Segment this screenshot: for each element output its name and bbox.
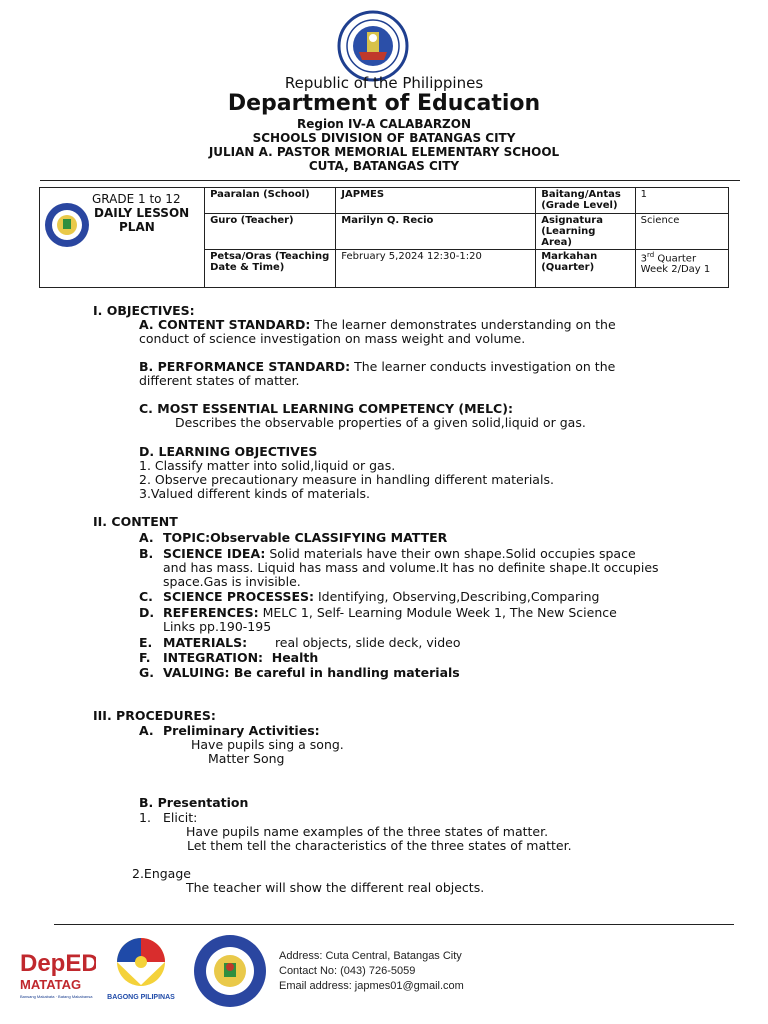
content-letter-a: A. bbox=[139, 530, 154, 545]
learning-objective-1: 1. Classify matter into solid,liquid or gas. bbox=[139, 458, 396, 473]
content-letter-g: G. bbox=[139, 665, 155, 680]
footer-contact: Contact No: (043) 726-5059 bbox=[279, 965, 416, 977]
date-time-label: Petsa/Oras (Teaching Date & Time) bbox=[205, 250, 336, 288]
dlp-title-line2: DAILY LESSON bbox=[94, 206, 190, 220]
footer-email: Email address: japmes01@gmail.com bbox=[279, 980, 464, 992]
performance-standard-cont: different states of matter. bbox=[139, 373, 300, 388]
procedure-letter-a: A. bbox=[139, 723, 154, 738]
quarter-value: 3rd Quarter Week 2/Day 1 bbox=[635, 250, 728, 288]
grade-level-label: Baitang/Antas (Grade Level) bbox=[536, 188, 635, 214]
content-integration: INTEGRATION: Health bbox=[163, 650, 319, 665]
preliminary-activities-label: Preliminary Activities: bbox=[163, 723, 320, 738]
lesson-info-table bbox=[39, 187, 729, 288]
content-letter-e: E. bbox=[139, 635, 153, 650]
engage-label: 2.Engage bbox=[132, 866, 191, 881]
melc-label: C. MOST ESSENTIAL LEARNING COMPETENCY (MELC): bbox=[139, 401, 513, 416]
preliminary-line-1: Have pupils sing a song. bbox=[191, 737, 344, 752]
teacher-value: Marilyn Q. Recio bbox=[336, 214, 536, 250]
learning-area-value: Science bbox=[635, 214, 728, 250]
presentation-label: B. Presentation bbox=[139, 795, 249, 810]
content-letter-b: B. bbox=[139, 546, 154, 561]
references-cont: Links pp.190-195 bbox=[163, 619, 272, 634]
bagong-pilipinas-text: BAGONG PILIPINAS bbox=[107, 994, 175, 1001]
school-label: Paaralan (School) bbox=[205, 188, 336, 214]
preliminary-line-2: Matter Song bbox=[208, 751, 285, 766]
department-heading: Department of Education bbox=[227, 91, 541, 116]
school-seal-footer-logo bbox=[188, 933, 272, 1009]
teacher-label: Guro (Teacher) bbox=[205, 214, 336, 250]
content-references: REFERENCES: MELC 1, Self- Learning Module Week 1, The New Science bbox=[163, 605, 617, 620]
learning-objectives-label: D. LEARNING OBJECTIVES bbox=[139, 444, 318, 459]
content-valuing: VALUING: Be careful in handling materials bbox=[163, 665, 460, 680]
bagong-pilipinas-logo bbox=[104, 935, 178, 1005]
dlp-title-line1: GRADE 1 to 12 bbox=[92, 192, 181, 206]
content-letter-c: C. bbox=[139, 589, 153, 604]
footer-address: Address: Cuta Central, Batangas City bbox=[279, 950, 462, 962]
region-heading: Region IV-A CALABARZON bbox=[296, 117, 472, 131]
school-heading: JULIAN A. PASTOR MEMORIAL ELEMENTARY SCHOOL bbox=[208, 145, 560, 159]
content-materials: MATERIALS: real objects, slide deck, video bbox=[163, 635, 461, 650]
content-science-idea: SCIENCE IDEA: Solid materials have their own shape.Solid occupies space bbox=[163, 546, 636, 561]
performance-standard: B. PERFORMANCE STANDARD: The learner conducts investigation on the bbox=[139, 359, 616, 374]
school-seal-logo bbox=[44, 202, 90, 248]
deped-logo-text: DepED bbox=[20, 950, 96, 977]
procedures-heading: III. PROCEDURES: bbox=[93, 708, 216, 723]
science-idea-cont-2: space.Gas is invisible. bbox=[163, 574, 301, 589]
content-standard-cont: conduct of science investigation on mass weight and volume. bbox=[139, 331, 526, 346]
date-time-value: February 5,2024 12:30-1:20 bbox=[336, 250, 536, 288]
melc-text: Describes the observable properties of a given solid,liquid or gas. bbox=[175, 415, 586, 430]
header-divider bbox=[40, 180, 740, 181]
elicit-number: 1. bbox=[139, 810, 151, 825]
school-value: JAPMES bbox=[336, 188, 536, 214]
deped-seal-logo bbox=[334, 10, 412, 82]
deped-matatag-logo bbox=[18, 941, 96, 1003]
dlp-title-line3: PLAN bbox=[119, 220, 155, 234]
content-letter-d: D. bbox=[139, 605, 155, 620]
science-idea-cont-1: and has mass. Liquid has mass and volume.It has no definite shape.It occupies bbox=[163, 560, 659, 575]
division-heading: SCHOOLS DIVISION OF BATANGAS CITY bbox=[252, 131, 516, 145]
dlp-title-cell bbox=[40, 188, 205, 288]
content-letter-f: F. bbox=[139, 650, 151, 665]
learning-area-label: Asignatura (Learning Area) bbox=[536, 214, 635, 250]
content-standard: A. CONTENT STANDARD: The learner demonstrates understanding on the bbox=[139, 317, 616, 332]
content-heading: II. CONTENT bbox=[93, 514, 178, 529]
learning-objective-2: 2. Observe precautionary measure in handling different materials. bbox=[139, 472, 554, 487]
footer-divider bbox=[54, 924, 734, 925]
learning-objective-3: 3.Valued different kinds of materials. bbox=[139, 486, 370, 501]
elicit-line-1: Have pupils name examples of the three states of matter. bbox=[186, 824, 549, 839]
quarter-label: Markahan (Quarter) bbox=[536, 250, 635, 288]
republic-heading: Republic of the Philippines bbox=[284, 74, 484, 92]
grade-level-value: 1 bbox=[635, 188, 728, 214]
elicit-label: Elicit: bbox=[163, 810, 198, 825]
elicit-line-2: Let them tell the characteristics of the three states of matter. bbox=[187, 838, 572, 853]
content-science-processes: SCIENCE PROCESSES: Identifying, Observing,Describing,Comparing bbox=[163, 589, 600, 604]
content-topic: TOPIC:Observable CLASSIFYING MATTER bbox=[163, 530, 448, 545]
city-heading: CUTA, BATANGAS CITY bbox=[308, 159, 460, 173]
matatag-tagline: Bansang Makabata · Batang Makabansa bbox=[20, 994, 93, 999]
objectives-heading: I. OBJECTIVES: bbox=[93, 303, 195, 318]
engage-line-1: The teacher will show the different real objects. bbox=[186, 880, 485, 895]
matatag-logo-text: MATATAG bbox=[20, 977, 82, 992]
